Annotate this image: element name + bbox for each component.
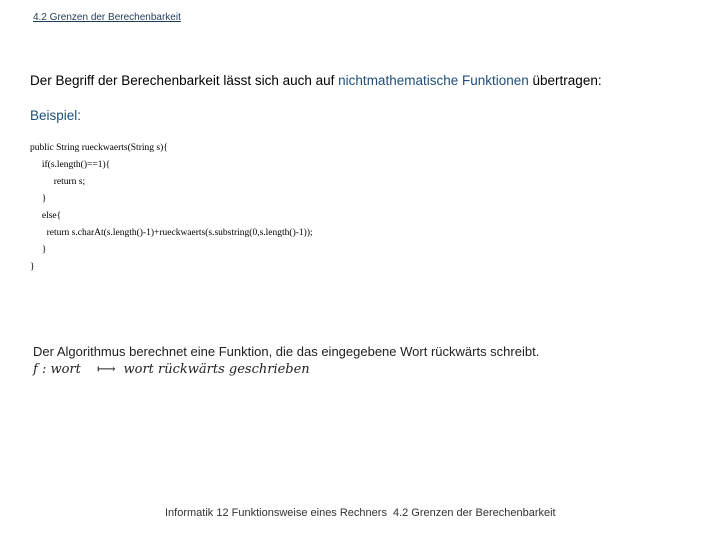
code-line: else{ [30, 211, 62, 221]
code-line: return s.charAt(s.length()-1)+rueckwaerts(s.substring(0,s.length()-1)); [30, 228, 313, 238]
code-line: public String rueckwaerts(String s){ [30, 143, 168, 153]
breadcrumb[interactable]: 4.2 Grenzen der Berechenbarkeit [33, 12, 181, 23]
code-line: } [30, 245, 47, 255]
function-formula [33, 362, 539, 377]
intro-prefix: Der Begriff der Berechenbarkeit lässt sich auch auf [30, 73, 339, 88]
formula-rhs: wort rückwärts geschrieben [123, 362, 310, 377]
footer-section: 4.2 Grenzen der Berechenbarkeit [392, 507, 556, 519]
code-block [30, 140, 313, 276]
footer-course: Informatik 12 Funktionsweise eines Rechners [165, 507, 387, 519]
intro-sentence [30, 73, 602, 88]
formula-lhs: f : wort [33, 362, 81, 377]
code-line: if(s.length()==1){ [30, 160, 111, 170]
code-line: } [30, 194, 47, 204]
intro-highlight: nichtmathematische Funktionen [338, 73, 529, 88]
note-text: Der Algorithmus berechnet eine Funktion, die das eingegebene Wort rückwärts schreibt. [33, 344, 540, 359]
code-line: return s; [30, 177, 86, 187]
example-label: Beispiel: [30, 108, 82, 123]
code-line: } [30, 262, 35, 272]
intro-suffix: übertragen: [528, 73, 602, 88]
footer [165, 507, 556, 519]
maps-to-arrow: ⟼ [96, 362, 116, 377]
algorithm-note [33, 344, 539, 377]
